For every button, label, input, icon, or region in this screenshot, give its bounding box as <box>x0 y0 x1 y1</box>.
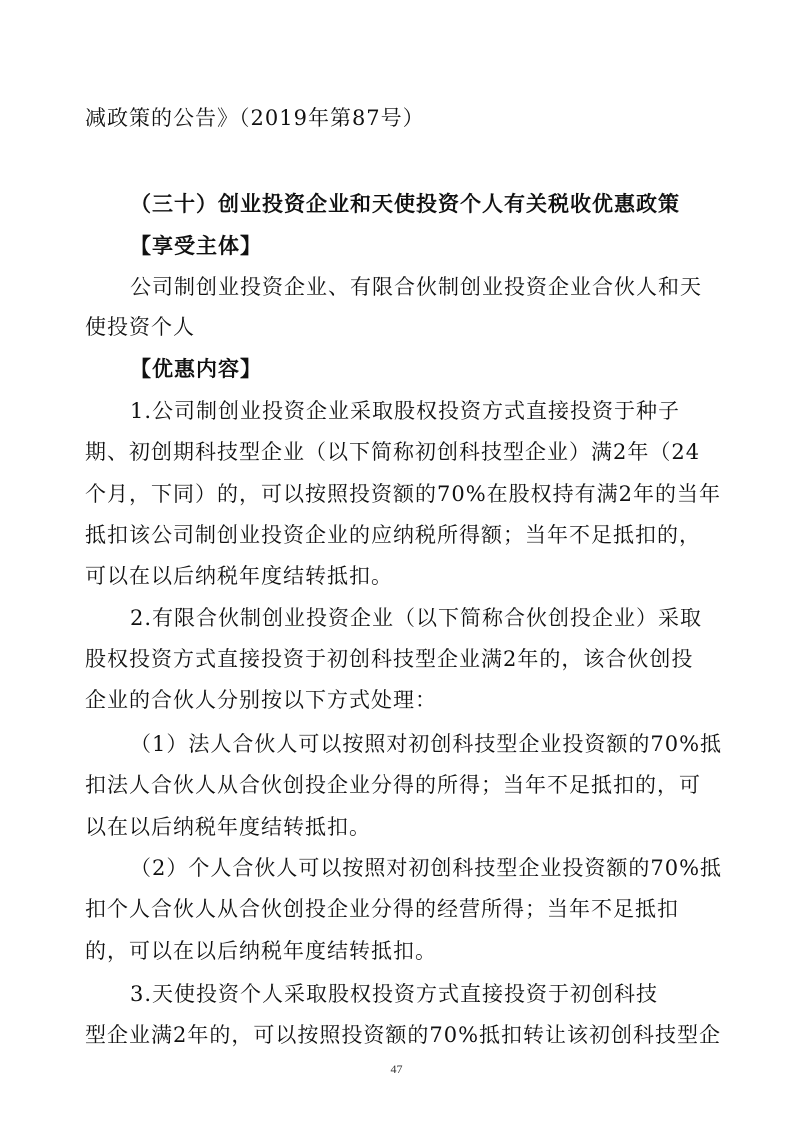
text-line: 的，可以在以后纳税年度结转抵扣。 <box>85 939 437 963</box>
text-line: 减政策的公告》（2019年第87号） <box>85 106 425 130</box>
text-line: 3.天使投资个人采取股权投资方式直接投资于初创科技 <box>130 982 659 1006</box>
text-line: （1）法人合伙人可以按照对初创科技型企业投资额的70%抵 <box>130 732 723 756</box>
text-line: 扣个人合伙人从合伙创投企业分得的经营所得；当年不足抵扣 <box>85 897 679 921</box>
text-line: 企业的合伙人分别按以下方式处理： <box>85 688 437 712</box>
text-line: 扣法人合伙人从合伙创投企业分得的所得；当年不足抵扣的，可 <box>85 773 701 797</box>
text-line: 期、初创期科技型企业（以下简称初创科技型企业）满2年（24 <box>85 440 701 464</box>
text-line: 抵扣该公司制创业投资企业的应纳税所得额；当年不足抵扣的， <box>85 523 701 547</box>
text-line: （2）个人合伙人可以按照对初创科技型企业投资额的70%抵 <box>130 856 723 880</box>
text-line: 公司制创业投资企业、有限合伙制创业投资企业合伙人和天 <box>130 275 702 299</box>
section-heading: （三十）创业投资企业和天使投资个人有关税收优惠政策 <box>130 192 680 216</box>
text-line: 个月，下同）的，可以按照投资额的70%在股权持有满2年的当年 <box>85 482 722 506</box>
text-line: 2.有限合伙制创业投资企业（以下简称合伙创投企业）采取 <box>130 606 703 630</box>
text-line: 型企业满2年的，可以按照投资额的70%抵扣转让该初创科技型企 <box>85 1023 722 1047</box>
subsection-heading: 【优惠内容】 <box>130 357 262 381</box>
text-line: 以在以后纳税年度结转抵扣。 <box>85 815 371 839</box>
text-line: 1.公司制创业投资企业采取股权投资方式直接投资于种子 <box>130 399 681 423</box>
text-line: 可以在以后纳税年度结转抵扣。 <box>85 564 393 588</box>
page-number: 47 <box>390 1062 403 1076</box>
subsection-heading: 【享受主体】 <box>130 234 262 258</box>
text-line: 使投资个人 <box>85 315 195 339</box>
text-line: 股权投资方式直接投资于初创科技型企业满2年的，该合伙创投 <box>85 647 694 671</box>
